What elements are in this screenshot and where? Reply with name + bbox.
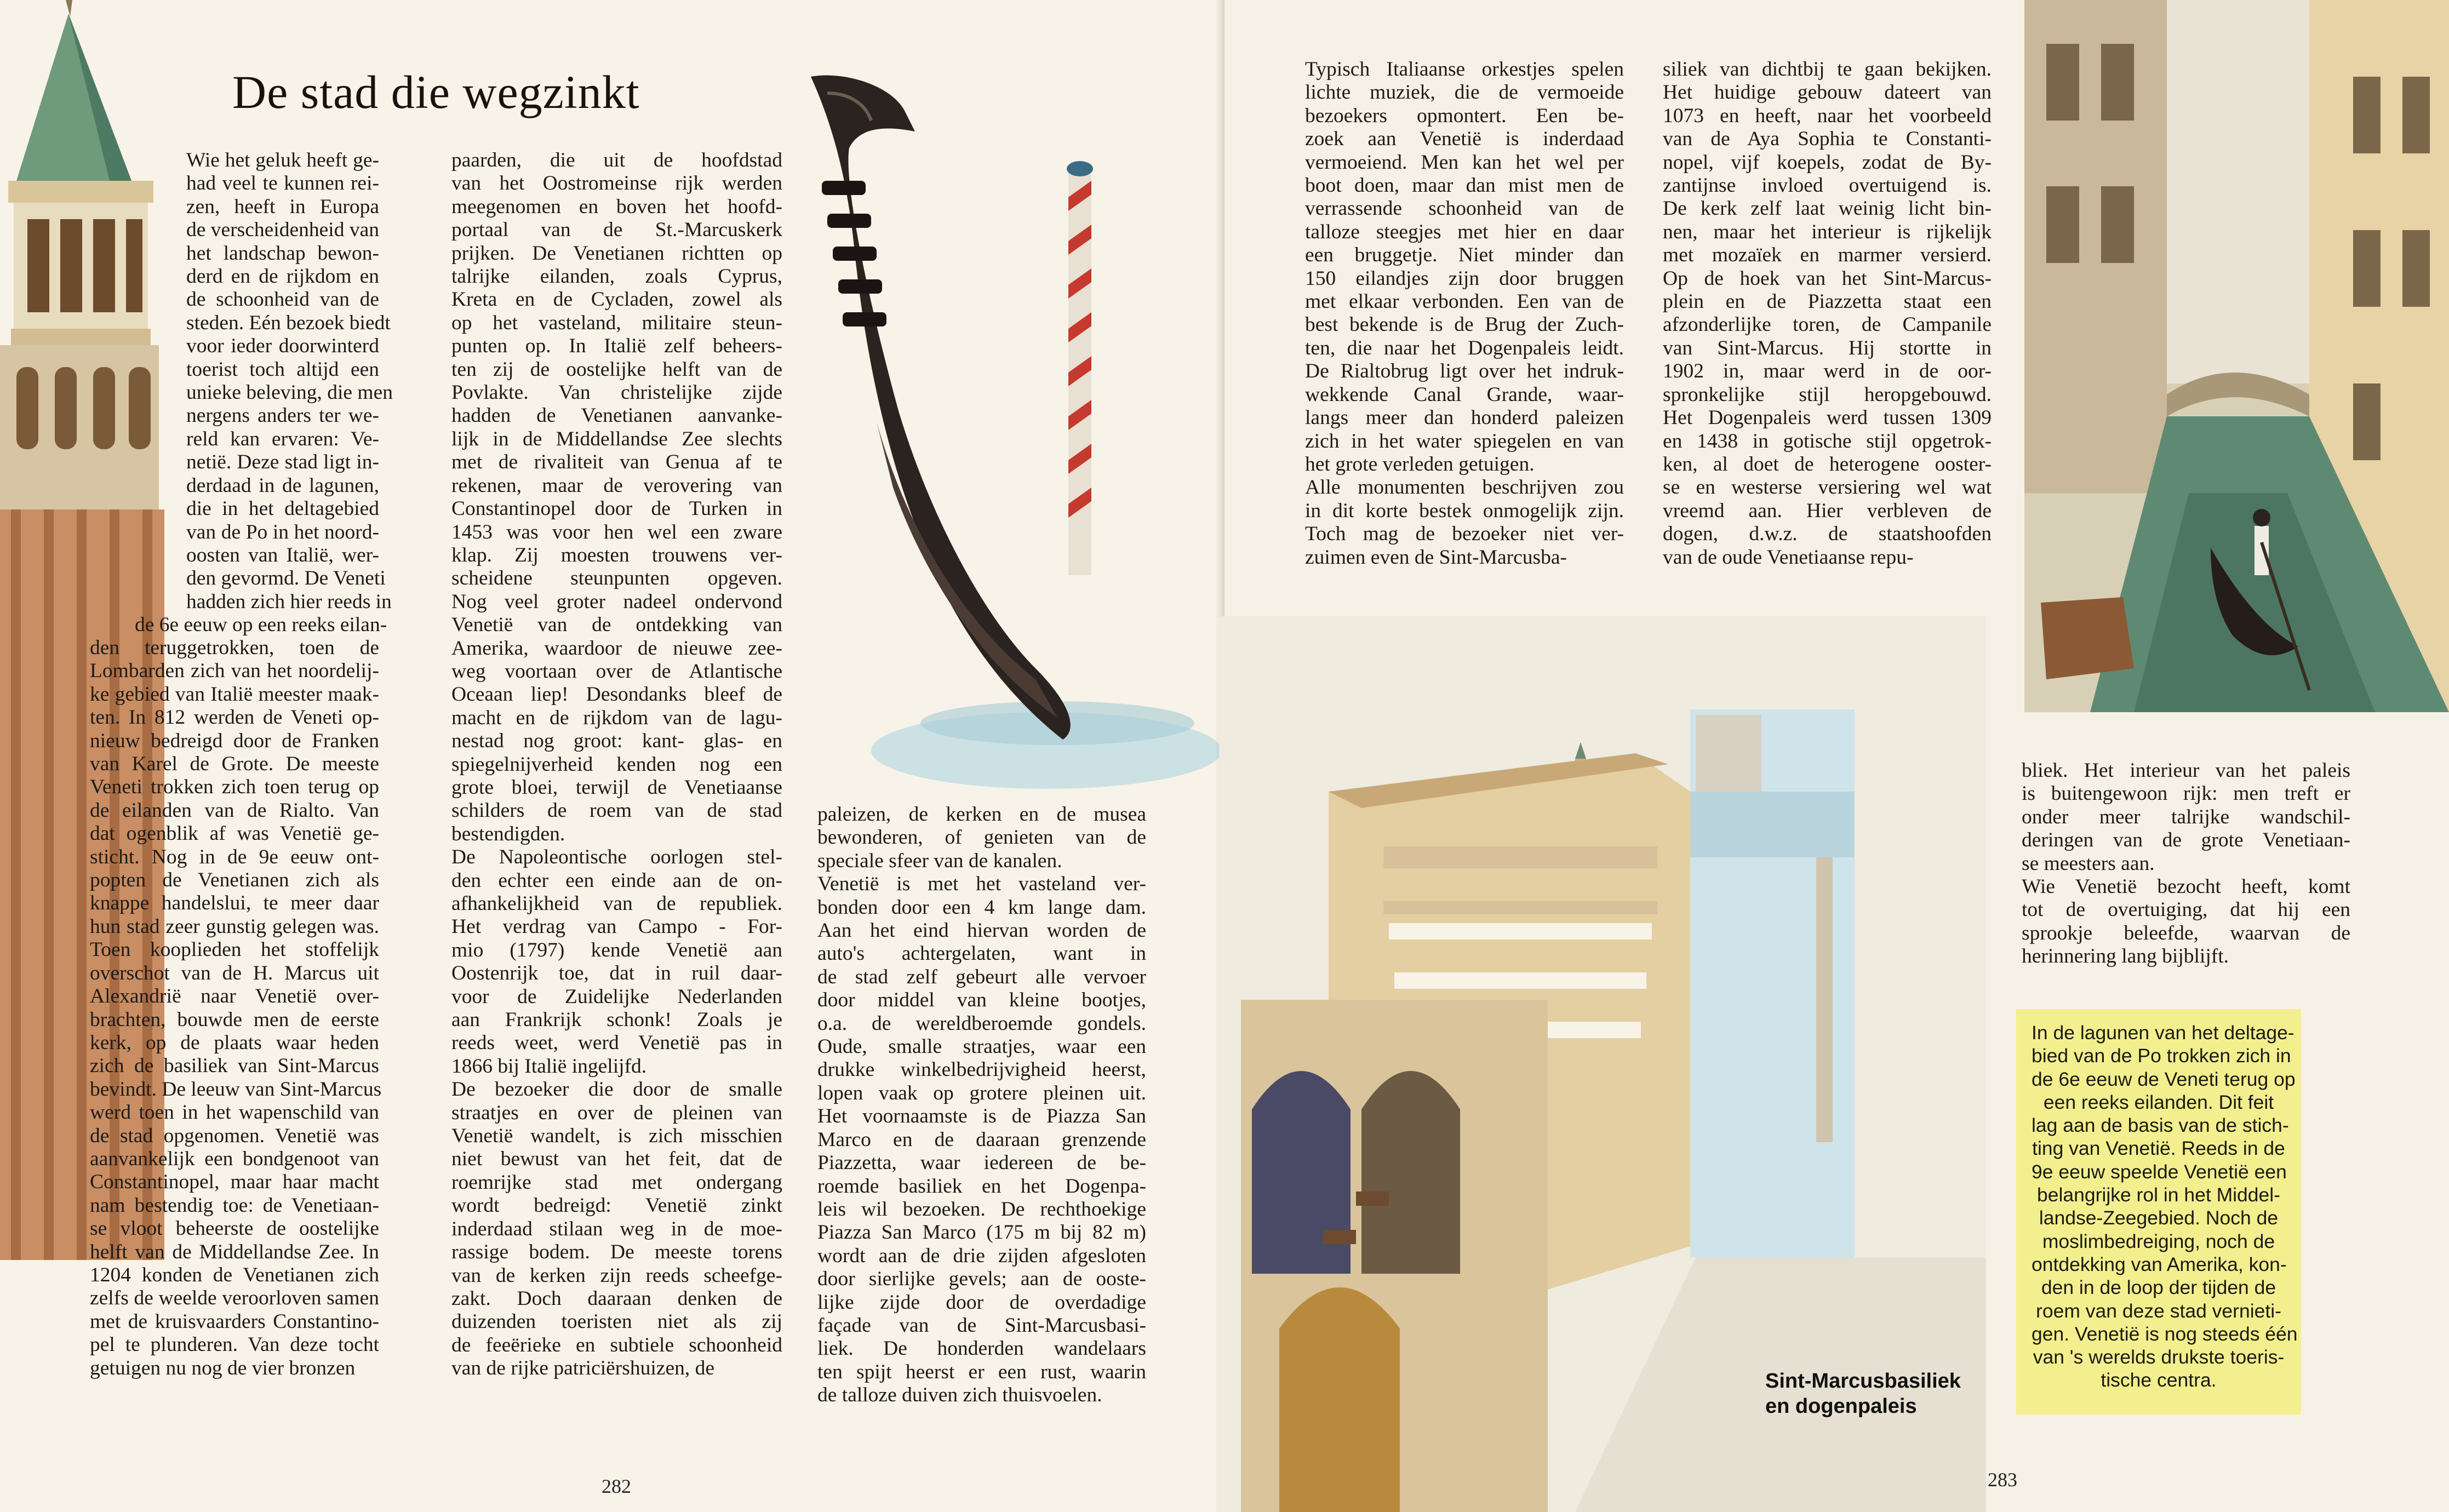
text-line: De bezoeker die door de smalle [451,1078,782,1101]
text-line: reeds weet, werd Venetië pas in [451,1032,782,1055]
text-line: vreemd aan. Hier verbleven de [1663,499,1992,522]
text-line: landse-Zeegebied. Noch de [2039,1207,2279,1229]
text-line: in dit korte bestek onmogelijk zijn. [1305,499,1624,522]
text-line: derdaad in de lagunen, [186,474,379,497]
text-line: bied van de Po trokken zich in [2032,1045,2291,1067]
text-line: 9e eeuw speelde Venetië een [2032,1160,2287,1183]
text-line: derd en de rijkdom en [186,265,379,288]
text-line: schilders de roem van de stad [451,799,782,822]
text-line: ten. In 812 werden de Veneti op- [90,706,379,729]
text-line: bewonderen, of genieten van de [817,826,1146,849]
text-column-left-top [186,149,393,614]
text-line: reld kan ervaren: Ve- [186,427,379,450]
text-line: auto's achtergelaten, want in [817,942,1146,965]
text-line: Het voornaamste is de Piazza San [817,1105,1146,1128]
text-line: punten op. In Italië zelf beheers- [451,335,782,358]
text-line: ten zij de oostelijke helft van de [451,358,782,381]
illustration-caption [1765,1368,1961,1419]
text-line: siliek van dichtbij te gaan bekijken. [1663,58,1992,81]
text-line: Toen kooplieden het stoffelijk [90,938,379,961]
page-title: De stad die wegzinkt [232,66,640,118]
text-line: 1453 was voor hen wel een zware [451,520,782,543]
text-line: macht en de rijkdom van de lagu- [451,706,782,729]
text-line: die in het deltagebied [186,497,379,520]
text-line: het grote verleden getuigen. [1305,453,1535,476]
text-line: speciale sfeer van de kanalen. [817,849,1062,872]
text-line: best bekende is de Brug der Zuch- [1305,313,1624,336]
text-line: oosten van Italië, wer- [186,543,379,566]
text-line: façade van de Sint-Marcusbasi- [817,1314,1146,1337]
text-line: zantijnse invloed overtuigend is. [1663,174,1992,197]
text-line: paleizen, de kerken en de musea [817,803,1146,826]
text-line: bliek. Het interieur van het paleis [2022,759,2350,782]
text-line: 1204 konden de Venetianen zich [90,1263,379,1286]
text-line: Constantinopel, maar haar macht [90,1171,379,1194]
text-line: lopen vaak op grotere pleinen uit. [817,1081,1146,1104]
text-line: hadden de Venetianen aanvanke- [451,404,782,427]
text-line: inderdaad stilaan weg in de moe- [451,1217,782,1240]
text-line: getuigen nu nog de vier bronzen [90,1356,356,1379]
text-line: Oude, smalle straatjes, waar een [817,1035,1146,1058]
text-line: deringen van de grote Venetiaan- [2022,829,2350,852]
text-line: zelfs de weelde veroorloven samen [90,1287,379,1310]
text-line: wordt bedreigd: Venetië zinkt [451,1194,782,1217]
text-line: 1073 en heeft, naar het voorbeeld [1663,104,1992,127]
text-line: de 6e eeuw op een reeks eilan- [135,614,387,636]
text-line: Veneti trokken zich toen terug op [90,776,379,799]
text-line: van de Aya Sophia te Constanti- [1663,128,1992,151]
text-line: spiegelnijverheid kenden nog een [451,753,782,776]
text-line: De Rialtobrug ligt over het indruk- [1305,360,1624,383]
text-line: de feeërieke en subtiele schoonheid [451,1333,782,1356]
text-line: dogen, d.w.z. de staatshoofden [1663,523,1992,546]
text-line: Oceaan liep! Desondanks bleef de [451,683,782,706]
text-line: se vloot beheerste de oostelijke [90,1217,379,1240]
text-line: Op de hoek van het Sint-Marcus- [1663,267,1992,290]
text-line: Venetië wandelt, is zich misschien [451,1125,782,1148]
text-line: tot de overtuiging, dat hij een [2022,898,2350,921]
text-line: ting van Venetië. Reeds in de [2032,1137,2285,1160]
text-line: popten de Venetianen zich als [90,869,379,892]
text-line: 150 eilandjes zijn door bruggen [1305,267,1624,290]
text-line: zakt. Doch daaraan denken de [451,1287,782,1310]
text-line: sprookje beleefde, waarvan de [2022,921,2350,944]
text-line: onder meer talrijke wandschil- [2022,805,2350,828]
text-line: den in de loop der tijden de [2041,1276,2276,1299]
text-line: aan Frankrijk schonk! Zoals je [451,1009,782,1032]
text-line: en 1438 in gotische stijl opgetrok- [1663,429,1992,453]
text-line: den echter een einde aan de on- [451,869,782,892]
text-line: steden. Eén bezoek biedt [186,311,391,334]
text-line: Alexandrië naar Venetië over- [90,985,379,1008]
text-line: een reeks eilanden. Dit feit [2043,1091,2274,1113]
text-line: op het vasteland, militaire steun- [451,311,782,334]
text-line: rassige bodem. De meeste torens [451,1241,782,1264]
text-line: De kerk zelf laat weinig licht bin- [1663,197,1992,220]
text-line: Wie het geluk heeft ge- [186,149,379,171]
text-line: wordt aan de drie zijden afgesloten [817,1244,1146,1267]
text-line: roemrijke stad met ondergang [451,1171,782,1194]
text-column-middle [451,149,782,1381]
text-line: leis wil bezoeken. De rechthoekige [817,1198,1146,1221]
text-line: zuimen even de Sint-Marcusba- [1305,546,1567,569]
text-line: ten, die naar het Dogenpaleis leidt. [1305,336,1624,359]
text-line: Venetië is met het vasteland ver- [817,873,1146,896]
text-line: wekkende Canal Grande, waar- [1305,383,1624,406]
text-line: bonden door een 4 km lange dam. [817,896,1146,919]
text-column-right-of-gondola [817,803,1146,1407]
text-line: klap. Zij moesten trouwens ver- [451,543,782,566]
text-line: lijk in de Middellandse Zee slechts [451,427,782,450]
text-line: pel te plunderen. Van deze tocht [90,1333,379,1356]
text-line: boot doen, maar dan mist men de [1305,174,1624,197]
text-line: werd toen in het wapenschild van [90,1101,379,1124]
text-line: met de rivaliteit van Genua af te [451,451,782,474]
text-line: Wie Venetië bezocht heeft, komt [2022,875,2350,898]
text-line: spronkelijke stijl heropgebouwd. [1663,383,1992,406]
summary-box [2016,1009,2301,1414]
text-line: netië. Deze stad ligt in- [186,451,379,474]
text-line: herinnering lang bijblijft. [2022,945,2229,968]
text-line: met de kruisvaarders Constantino- [90,1310,379,1333]
text-line: met mozaïek en marmer versierd. [1663,244,1992,267]
text-line: roemde basiliek en het Dogenpa- [817,1175,1146,1198]
text-line: Marco en de daaraan grenzende [817,1128,1146,1151]
text-line: drukke winkelbedrijvigheid heerst, [817,1058,1146,1081]
text-line: De Napoleontische oorlogen stel- [451,846,782,869]
text-line: talrijke eilanden, zoals Cyprus, [451,265,782,288]
text-line: den teruggetrokken, toen de [90,637,379,659]
text-line: rekenen, maar de verovering van [451,474,782,497]
text-line: Aan het eind hiervan worden de [817,919,1146,942]
text-line: Typisch Italiaanse orkestjes spelen [1305,58,1624,81]
text-line: ontdekking van Amerika, kon- [2032,1253,2287,1275]
text-line: de talloze duiven zich thuisvoelen. [817,1384,1102,1407]
canal-illustration [2024,0,2449,712]
text-line: nam bestendig toe: de Venetiaan- [90,1194,379,1217]
text-line: mio (1797) kende Venetië aan [451,938,782,961]
text-column-left-bottom [90,637,382,1380]
text-line: Amerika, waardoor de nieuwe zee- [451,637,782,660]
text-line: lichte muziek, die de vermoeide [1305,81,1624,104]
text-line: aanvankelijk een bondgenoot van [90,1147,379,1170]
text-line: van Sint-Marcus. Hij stortte in [1663,336,1992,359]
text-column-left-wide [135,614,387,637]
text-line: Oostenrijk toe, dat in ruil daar- [451,962,782,985]
text-line: een bruggetje. Niet minder dan [1305,244,1624,267]
text-line: prijken. De Venetianen richtten op [451,242,782,265]
text-line: afzonderlijke toren, de Campanile [1663,313,1992,336]
text-line: scheidene steunpunten opgeven. [451,567,782,590]
text-line: de eilanden van de Rialto. Van [90,799,379,822]
text-line: o.a. de wereldberoemde gondels. [817,1012,1146,1035]
text-line: 1866 bij Italië ingelijfd. [451,1055,647,1078]
text-column-right-c [2022,759,2350,969]
text-line: zich in het water spiegelen en van [1305,429,1624,453]
text-line: hadden zich hier reeds in [186,590,392,613]
text-line: van Karel de Grote. De meeste [90,753,379,776]
text-line: den gevormd. De Veneti [186,567,386,590]
text-line: toerist toch altijd een [186,358,379,381]
text-column-right-a [1305,58,1624,569]
text-line: van de rijke patriciërshuizen, de [451,1357,714,1380]
text-line: de 6e eeuw de Veneti terug op [2032,1068,2296,1090]
text-line: bevindt. De leeuw van Sint-Marcus [90,1078,382,1101]
text-line: bezoekers opmontert. Een be- [1305,104,1624,127]
text-line: liek. De honderden wandelaars [817,1337,1146,1360]
text-line: In de lagunen van het deltage- [2032,1022,2294,1044]
text-line: Lombarden zich van het noordelij- [90,660,379,683]
text-line: de schoonheid van de [186,288,379,311]
text-line: Piazza San Marco (175 m bij 82 m) [817,1221,1146,1244]
text-line: bestendigden. [451,822,565,845]
text-line: door sierlijke gevels; aan de ooste- [817,1268,1146,1291]
text-line: Piazzetta, waar iedereen de be- [817,1152,1146,1175]
text-line: nopel, vijf koepels, zodat de By- [1663,151,1992,174]
text-line: van de Po in het noord- [186,520,379,543]
text-line: voor ieder doorwinterd [186,335,379,358]
text-line: de verscheidenheid van [186,219,379,242]
text-line: knappe handelslui, te meer daar [90,892,379,915]
text-line: nen, maar het interieur is rijkelijk [1663,220,1992,243]
page-number: 283 [1988,1469,2017,1491]
text-line: moslimbedreiging, noch de [2042,1230,2275,1252]
text-line: door middel van kleine bootjes, [817,989,1146,1012]
text-line: Het huidige gebouw dateert van [1663,81,1992,104]
text-line: voor de Zuidelijke Nederlanden [451,985,782,1008]
text-line: paarden, die uit de hoofdstad [451,149,782,171]
text-line: ten spijt heerst er een rust, waarin [817,1360,1146,1383]
text-line: de stad zelf gebeurt alle vervoer [817,965,1146,988]
text-line: unieke beleving, die men [186,381,393,404]
text-line: Het Dogenpaleis werd tussen 1309 [1663,406,1992,429]
text-line: Alle monumenten beschrijven zou [1305,476,1624,499]
text-line: zoek aan Venetië is inderdaad [1305,128,1624,151]
page-number: 282 [602,1475,631,1497]
text-line: grote bloei, terwijl de Venetiaanse [451,776,782,799]
text-line: duizenden toeristen niet als zij [451,1310,782,1333]
text-line: roem van deze stad vernieti- [2036,1299,2281,1322]
caption-line: Sint-Marcusbasiliek [1765,1370,1961,1393]
text-line: se en westerse versiering wel wat [1663,476,1992,499]
text-line: verrassende schoonheid van de [1305,197,1624,220]
text-line: nergens anders ter we- [186,404,379,427]
text-line: Constantinopel door de Turken in [451,497,782,520]
text-line: met elkaar verbonden. Een van de [1305,290,1624,313]
text-line: helft van de Middellandse Zee. In [90,1240,379,1263]
text-line: Kreta en de Cycladen, zowel als [451,288,782,311]
right-page [1224,0,2449,1512]
text-line: dat ogenblik af was Venetië ge- [90,822,379,845]
text-line: van de kerken zijn reeds scheefge- [451,1264,782,1287]
text-line: se meesters aan. [2022,852,2155,875]
text-line: afhankelijkheid van de republiek. [451,892,782,915]
text-line: meegenomen en boven het hoofd- [451,195,782,218]
text-line: brachten, bouwde men de eerste [90,1008,379,1031]
text-line: lag aan de basis van de stich- [2032,1114,2289,1137]
text-line: had veel te kunnen rei- [186,172,379,195]
text-line: ken, al doet de heterogene ooster- [1663,453,1992,476]
text-line: zich de basiliek van Sint-Marcus [90,1055,379,1078]
text-line: nestad nog groot: kant- glas- en [451,730,782,753]
text-line: tische centra. [2101,1369,2217,1391]
text-line: van het Oostromeinse rijk werden [451,172,782,195]
gondola-illustration [805,71,1222,805]
text-line: de stad opgenomen. Venetië was [90,1124,379,1147]
text-line: overschot van de H. Marcus uit [90,961,379,984]
text-line: portaal van de St.-Marcuskerk [451,219,782,242]
text-line: nieuw bedreigd door de Franken [90,729,379,752]
text-line: 1902 in, maar werd in de oor- [1663,360,1992,383]
text-line: sticht. Nog in de 9e eeuw ont- [90,845,379,868]
text-line: Nog veel groter nadeel ondervond [451,590,782,613]
text-line: het landschap bewon- [186,242,379,265]
text-line: van 's werelds drukste toeris- [2033,1346,2285,1368]
text-line: Povlakte. Van christelijke zijde [451,381,782,404]
text-line: niet bewust van het feit, dat de [451,1148,782,1171]
text-line: Toch mag de bezoeker niet ver- [1305,523,1624,546]
text-line: belangrijke rol in het Middel- [2037,1184,2280,1206]
text-line: straatjes en over de pleinen van [451,1101,782,1124]
text-line: talloze steegjes met hier en daar [1305,220,1624,243]
text-line: lijke zijde door de overdadige [817,1291,1146,1314]
text-line: hun stad zeer gunstig gelegen was. [90,915,379,938]
text-line: is buitengewoon rijk: men treft er [2022,782,2350,805]
text-line: vermoeiend. Men kan het wel per [1305,151,1624,174]
text-line: langs meer dan honderd paleizen [1305,406,1624,429]
text-line: ke gebied van Italië meester maak- [90,683,379,706]
text-line: Het verdrag van Campo - For- [451,915,782,938]
text-line: weg voortaan over de Atlantische [451,660,782,683]
left-page [0,0,1224,1512]
text-line: gen. Venetië is nog steeds één [2032,1322,2298,1345]
text-line: zen, heeft in Europa [186,195,379,218]
text-line: plein en de Piazzetta staat een [1663,290,1992,313]
text-column-right-b [1663,58,1992,569]
text-line: kerk, op de plaats waar heden [90,1031,379,1054]
text-line: van de oude Venetiaanse repu- [1663,546,1914,569]
text-line: Venetië van de ontdekking van [451,614,782,637]
caption-line: en dogenpaleis [1765,1395,1917,1418]
